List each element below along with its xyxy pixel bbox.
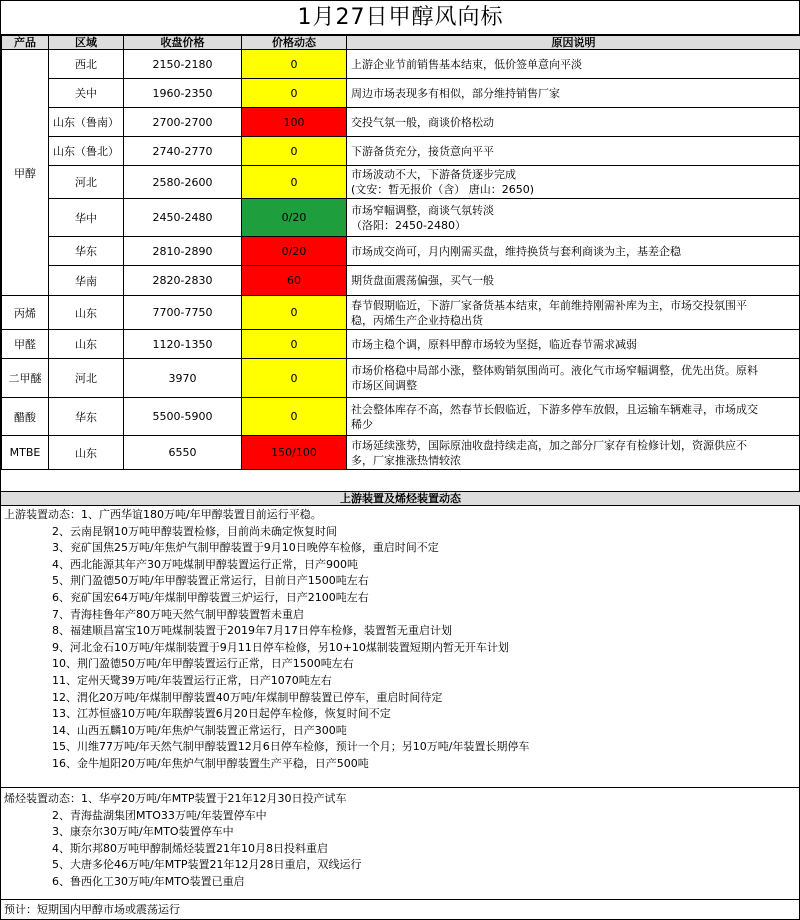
price-cell: 2700-2700 <box>124 108 242 137</box>
reason-line: （洛阳：2450-2480） <box>351 218 466 232</box>
movement-cell: 0/20 <box>242 237 347 266</box>
list-item: 2、青海盐湖集团MTO33万吨/年装置停车中 <box>52 808 267 822</box>
reason-cell <box>347 108 800 137</box>
product-cell: 丙烯 <box>2 296 49 330</box>
header-reason: 原因说明 <box>347 36 800 50</box>
reason-cell <box>347 436 800 470</box>
movement-cell: 0 <box>242 79 347 108</box>
region-cell: 山东 <box>49 296 124 330</box>
reason-cell <box>347 137 800 166</box>
price-cell: 2740-2770 <box>124 137 242 166</box>
page-title: 1月27日甲醇风向标 <box>1 1 800 35</box>
reason-cell <box>347 266 800 296</box>
list-item: 4、西北能源其年产30万吨煤制甲醇装置运行正常，日产900吨 <box>52 557 358 571</box>
divider <box>1 899 800 900</box>
list-item: 12、渭化20万吨/年煤制甲醇装置40万吨/年煤制甲醇装置已停车，重启时间待定 <box>52 690 443 704</box>
reason-cell <box>347 199 800 237</box>
product-cell: 甲醛 <box>2 330 49 359</box>
list-item: 上游装置动态：1、广西华谊180万吨/年甲醇装置目前运行平稳。 <box>4 508 322 521</box>
price-cell: 2820-2830 <box>124 266 242 296</box>
table-row <box>2 166 800 199</box>
price-cell: 2150-2180 <box>124 50 242 79</box>
reason-cell <box>347 359 800 398</box>
table-row <box>2 237 800 266</box>
reason-line: 周边市场表现多有相似，部分维持销售厂家 <box>351 86 560 100</box>
movement-cell: 0 <box>242 296 347 330</box>
list-item: 5、大唐多伦46万吨/年MTP装置21年12月28日重启，双线运行 <box>52 858 362 872</box>
table-row <box>2 50 800 79</box>
region-cell: 山东 <box>49 330 124 359</box>
reason-line: 市场主稳个调，原料甲醇市场较为坚挺，临近春节需求减弱 <box>351 337 637 351</box>
list-item: 3、兖矿国焦25万吨/年焦炉气制甲醇装置于9月10日晚停车检修，重启时间不定 <box>52 541 439 555</box>
list-item: 15、川维77万吨/年天然气制甲醇装置12月6日停车检修，预计一个月；另10万吨/年装置长期停车 <box>52 740 530 754</box>
price-cell: 7700-7750 <box>124 296 242 330</box>
region-cell: 关中 <box>49 79 124 108</box>
list-item: 16、金牛旭阳20万吨/年焦炉气制甲醇装置生产平稳，日产500吨 <box>52 756 369 770</box>
price-cell: 6550 <box>124 436 242 470</box>
reason-cell <box>347 398 800 436</box>
list-item: 5、荆门盈德50万吨/年甲醇装置正常运行，目前日产1500吨左右 <box>52 574 369 588</box>
reason-cell <box>347 166 800 199</box>
reason-line: 社会整体库存不高，然春节长假临近，下游多停车放假，且运输车辆难寻，市场成交 <box>351 402 758 416</box>
reason-line: 市场区间调整 <box>351 379 417 392</box>
region-cell: 山东 <box>49 436 124 470</box>
reason-cell <box>347 79 800 108</box>
list-item: 4、斯尔邦80万吨甲醇制烯烃装置21年10月8日投料重启 <box>52 841 328 855</box>
price-cell: 2580-2600 <box>124 166 242 199</box>
movement-cell: 0 <box>242 166 347 199</box>
header-movement: 价格动态 <box>242 36 347 50</box>
list-item: 7、青海桂鲁年产80万吨天然气制甲醇装置暂未重启 <box>52 607 304 621</box>
table-row <box>2 108 800 137</box>
movement-cell: 60 <box>242 266 347 296</box>
movement-cell: 0 <box>242 330 347 359</box>
list-item: 10、荆门盈德50万吨/年甲醇装置运行正常，日产1500吨左右 <box>52 657 354 671</box>
reason-line: 市场延续涨势，国际原油收盘持续走高，加之部分厂家存有检修计划，资源供应不 <box>351 438 747 452</box>
price-cell: 2450-2480 <box>124 199 242 237</box>
list-item: 13、江苏恒盛10万吨/年联醇装置6月20日起停车检修，恢复时间不定 <box>52 707 391 721</box>
reason-cell <box>347 330 800 359</box>
reason-line: 市场成交尚可，月内刚需买盘，维持换货与套利商谈为主，基差企稳 <box>351 244 681 258</box>
region-cell: 华东 <box>49 398 124 436</box>
region-cell: 山东（鲁南） <box>49 108 124 137</box>
reason-line: 多，厂家推涨热情较浓 <box>351 453 461 467</box>
table-row <box>2 436 800 470</box>
forecast-note: 预计：短期国内甲醇市场或震荡运行 <box>4 903 180 916</box>
table-row <box>2 359 800 398</box>
list-item: 3、康奈尔30万吨/年MTO装置停车中 <box>52 825 234 839</box>
movement-cell: 0 <box>242 398 347 436</box>
table-row <box>2 330 800 359</box>
reason-cell <box>347 237 800 266</box>
reason-cell <box>347 50 800 79</box>
region-cell: 西北 <box>49 50 124 79</box>
product-cell: 甲醇 <box>2 50 49 296</box>
reason-cell <box>347 296 800 330</box>
price-cell: 1120-1350 <box>124 330 242 359</box>
table-row <box>2 398 800 436</box>
table-row <box>2 296 800 330</box>
reason-line: 春节假期临近，下游厂家备货基本结束，年前维持刚需补库为主，市场交投氛围平 <box>351 298 747 312</box>
table-row <box>2 199 800 237</box>
product-cell: MTBE <box>2 436 49 470</box>
header-region: 区域 <box>49 36 124 50</box>
header-price: 收盘价格 <box>124 36 242 50</box>
region-cell: 山东（鲁北） <box>49 137 124 166</box>
list-item: 8、福建顺昌富宝10万吨煤制装置于2019年7月17日停车检修，装置暂无重启计划 <box>52 624 452 638</box>
product-cell: 二甲醚 <box>2 359 49 398</box>
reason-line: 市场波动不大，下游备货逐步完成 <box>351 168 516 181</box>
movement-cell: 0 <box>242 359 347 398</box>
movement-cell: 0/20 <box>242 199 347 237</box>
list-item: 2、云南昆钢10万吨甲醇装置检修，目前尚未确定恢复时间 <box>52 524 337 538</box>
list-item: 6、兖矿国宏64万吨/年煤制甲醇装置三炉运行，日产2100吨左右 <box>52 590 369 604</box>
price-cell: 1960-2350 <box>124 79 242 108</box>
list-item: 烯烃装置动态：1、华亭20万吨/年MTP装置于21年12月30日投产试车 <box>4 792 347 805</box>
reason-line: 上游企业节前销售基本结束，低价签单意向平淡 <box>351 57 582 71</box>
reason-line: 交投气氛一般，商谈价格松动 <box>351 115 494 129</box>
upstream-list <box>4 507 784 773</box>
reason-line: 市场窄幅调整，商谈气氛转淡 <box>351 203 494 217</box>
movement-cell: 150/100 <box>242 436 347 470</box>
table-row <box>2 266 800 296</box>
table-header-row <box>2 36 800 50</box>
list-item: 9、河北金石10万吨/年煤制装置于9月11日停车检修，另10+10煤制装置短期内暂无开车计划 <box>52 640 509 654</box>
list-item: 11、定州天鹭39万吨/年装置运行正常，日产1070吨左右 <box>52 673 332 687</box>
price-cell: 5500-5900 <box>124 398 242 436</box>
table-row <box>2 137 800 166</box>
reason-line: 稳，丙烯生产企业持稳出货 <box>351 313 483 327</box>
table-row <box>2 79 800 108</box>
list-item: 6、鲁西化工30万吨/年MTO装置已重启 <box>52 874 245 888</box>
section-title: 上游装置及烯烃装置动态 <box>1 491 800 506</box>
list-item: 14、山西五麟10万吨/年焦炉气制装置正常运行，日产300吨 <box>52 723 347 737</box>
region-cell: 华中 <box>49 199 124 237</box>
region-cell: 河北 <box>49 166 124 199</box>
price-cell: 3970 <box>124 359 242 398</box>
region-cell: 华南 <box>49 266 124 296</box>
movement-cell: 0 <box>242 50 347 79</box>
product-cell: 醋酸 <box>2 398 49 436</box>
reason-line: (文安：暂无报价（含） 唐山：2650) <box>351 183 535 196</box>
reason-line: 稀少 <box>351 417 373 431</box>
reason-line: 下游备货充分，接货意向平平 <box>351 144 494 158</box>
price-table <box>1 35 800 470</box>
reason-line: 期货盘面震荡偏强，买气一般 <box>351 274 494 287</box>
reason-line: 市场价格稳中局部小涨，整体购销氛围尚可。液化气市场窄幅调整，优先出货。原料 <box>351 364 758 377</box>
movement-cell: 0 <box>242 137 347 166</box>
divider <box>1 787 800 788</box>
region-cell: 华东 <box>49 237 124 266</box>
movement-cell: 100 <box>242 108 347 137</box>
region-cell: 河北 <box>49 359 124 398</box>
price-cell: 2810-2890 <box>124 237 242 266</box>
olefin-list <box>4 791 784 891</box>
header-product: 产品 <box>2 36 49 50</box>
